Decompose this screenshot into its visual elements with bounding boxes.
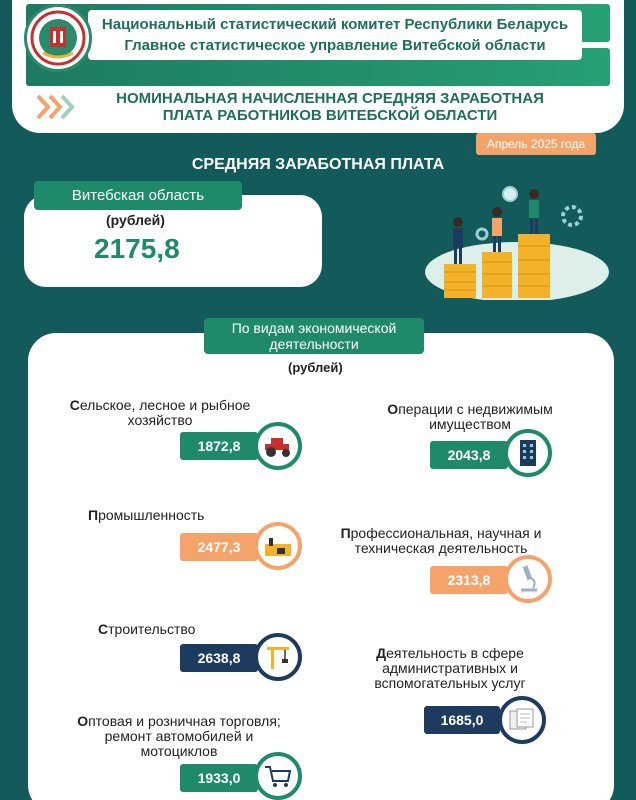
cart-icon <box>254 752 302 800</box>
activities-tag <box>204 318 424 354</box>
sector-trade-label <box>54 714 304 759</box>
region-value: 2175,8 <box>94 233 180 264</box>
sector-text-line2: хозяйство <box>127 412 193 428</box>
chevrons-decor-icon <box>36 92 82 122</box>
sector-realestate-value: 2043,8 <box>430 441 508 469</box>
activities-tag-line2: деятельности <box>269 336 359 352</box>
sector-text-line2: техническая деятельность <box>354 540 528 556</box>
page-title-line2: ПЛАТА РАБОТНИКОВ ВИТЕБСКОЙ ОБЛАСТИ <box>162 107 498 124</box>
date-badge: Апрель 2025 года <box>476 133 596 155</box>
sector-professional-value: 2313,8 <box>430 566 508 594</box>
region-tag: Витебская область <box>34 181 242 210</box>
sector-initial: П <box>88 507 99 523</box>
sector-text-line3: мотоциклов <box>140 743 218 759</box>
sector-initial: П <box>340 525 351 541</box>
sector-agriculture-value: 1872,8 <box>180 432 258 460</box>
sector-text: птовая и розничная торговля; <box>88 713 281 729</box>
crane-icon <box>254 633 302 681</box>
sector-construction-label <box>98 622 248 637</box>
sector-construction-value: 2638,8 <box>180 644 258 672</box>
activities-unit: (рублей) <box>288 360 343 375</box>
sector-admin-label <box>330 646 570 691</box>
sector-initial: Д <box>376 645 387 661</box>
sector-initial: О <box>387 401 399 417</box>
sector-realestate-label <box>350 402 590 432</box>
sector-text: ромышленность <box>98 507 205 523</box>
sector-professional-label <box>322 526 560 556</box>
sector-text: ельское, лесное и рыбное <box>79 397 251 413</box>
sector-industry-label <box>88 508 258 523</box>
sector-industry-value: 2477,3 <box>180 533 258 561</box>
region-unit: (рублей) <box>106 212 165 228</box>
org-name-regional: Главное статистическое управление Витебской области <box>124 37 546 54</box>
sector-text-line3: вспомогательных услуг <box>374 675 526 691</box>
belstat-emblem-icon <box>24 4 92 72</box>
tractor-icon <box>254 422 302 470</box>
sector-admin-value: 1685,0 <box>424 706 500 734</box>
coins-people-illustration-icon <box>422 182 612 300</box>
sector-text-line2: административных и <box>382 660 518 676</box>
sector-initial: С <box>98 621 109 637</box>
header-org-box <box>88 10 582 60</box>
microscope-icon <box>504 555 552 603</box>
sector-text-line2: ремонт автомобилей и <box>104 728 254 744</box>
page-title <box>90 90 570 124</box>
sector-text: перации с недвижимым <box>398 401 553 417</box>
sector-trade-value: 1933,0 <box>180 764 258 792</box>
sector-initial: С <box>69 397 80 413</box>
documents-icon <box>498 696 546 744</box>
section-title: СРЕДНЯЯ ЗАРАБОТНАЯ ПЛАТА <box>191 156 445 173</box>
factory-icon <box>254 522 302 570</box>
sector-text: еятельность в сфере <box>386 645 524 661</box>
page-title-line1: НОМИНАЛЬНАЯ НАЧИСЛЕННАЯ СРЕДНЯЯ ЗАРАБОТНАЯ <box>116 90 544 107</box>
org-name-national: Национальный статистический комитет Республики Беларусь <box>101 16 569 33</box>
sector-initial: О <box>77 713 89 729</box>
sector-text: троительство <box>108 621 196 637</box>
sector-agriculture-label <box>50 398 270 428</box>
sector-text: рофессиональная, научная и <box>350 525 542 541</box>
sector-text-line2: имуществом <box>429 416 511 432</box>
building-icon <box>504 429 552 477</box>
activities-tag-line1: По видам экономической <box>231 320 397 336</box>
